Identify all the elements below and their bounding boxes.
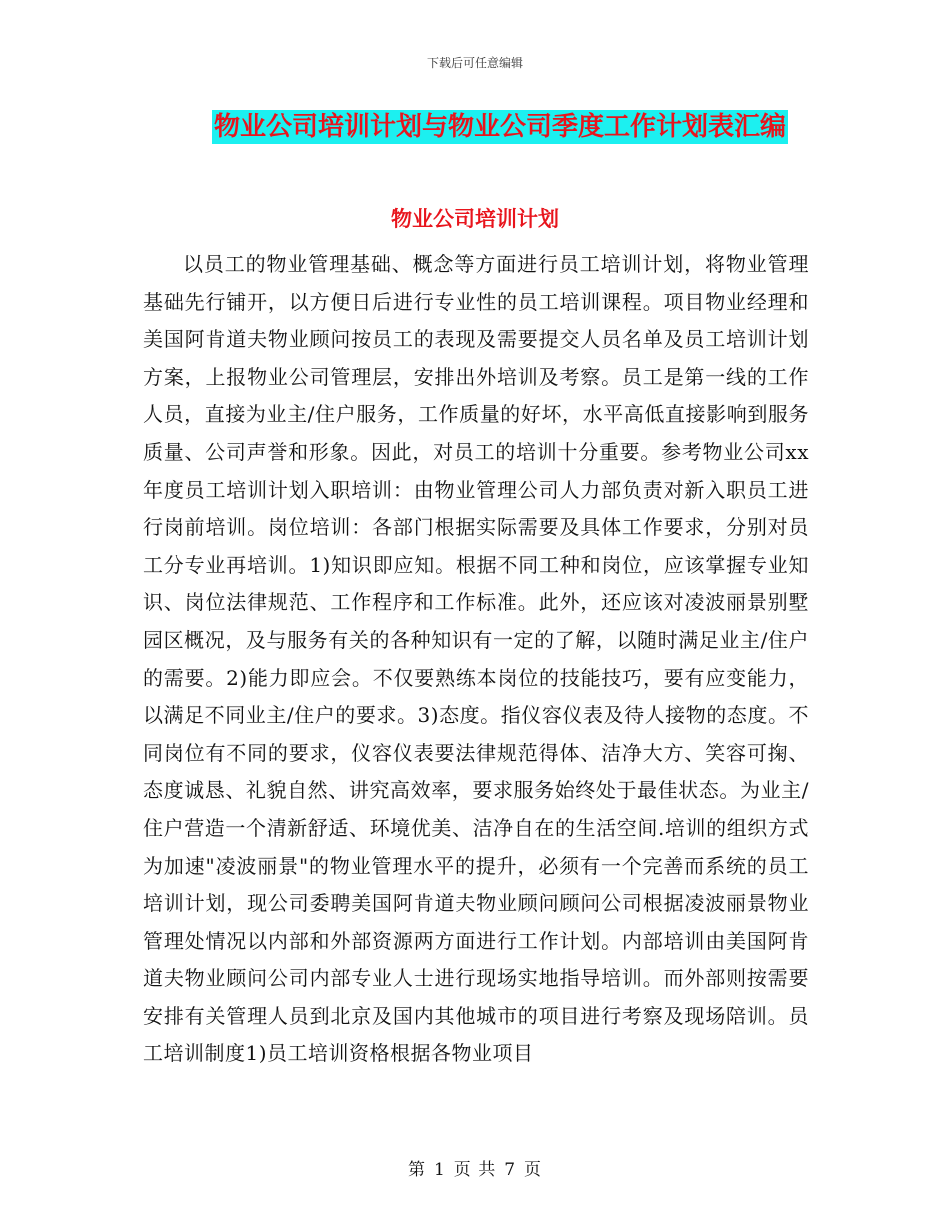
document-title-wrap [0,110,950,144]
footer-prefix: 第 [407,1160,426,1180]
footer-suffix: 页 [524,1160,543,1180]
section-title: 物业公司培训计划 [391,207,559,231]
page-header-note: 下载后可任意编辑 [426,56,523,70]
footer-current-page: 1 [433,1160,446,1180]
footer-total-pages: 7 [504,1160,517,1180]
document-title: 物业公司培训计划与物业公司季度工作计划表汇编 [213,112,786,142]
footer-middle: 页 共 [453,1160,497,1180]
page-footer [0,1155,950,1180]
body-paragraph: 以员工的物业管理基础、概念等方面进行员工培训计划，将物业管理基础先行铺开，以方便日后进行专业性的员工培训课程。项目物业经理和美国阿肯道夫物业顾问按员工的表现及需要提交人员名单及员工培训计划方案，上报物业公司管理层，安排出外培训及考察。员工是第一线的工作人员，直接为业主/住户服务，工作质量的好坏，水平高低直接影响到服务质量、公司声誉和形象。因此，对员工的培训十分重要。参考物业公司xx年度员工培训计划入职培训：由物业管理公司人力部负责对新入职员工进行岗前培训。岗位培训：各部门根据实际需要及具体工作要求，分别对员工分专业再培训。1)知识即应知。根据不同工种和岗位，应该掌握专业知识、岗位法律规范、工作程序和工作标准。此外，还应该对凌波丽景别墅园区概况，及与服务有关的各种知识有一定的了解，以随时满足业主/住户的需要。2)能力即应会。不仅要熟练本岗位的技能技巧，要有应变能力，以满足不同业主/住户的要求。3)态度。指仪容仪表及待人接物的态度。不同岗位有不同的要求，仪容仪表要法律规范得体、洁净大方、笑容可掬、态度诚恳、礼貌自然、讲究高效率，要求服务始终处于最佳状态。为业主/住户营造一个清新舒适、环境优美、洁净自在的生活空间.培训的组织方式为加速"凌波丽景"的物业管理水平的提升，必须有一个完善而系统的员工培训计划，现公司委聘美国阿肯道夫物业顾问顾问公司根据凌波丽景物业管理处情况以内部和外部资源两方面进行工作计划。内部培训由美国阿肯道夫物业顾问公司内部专业人士进行现场实地指导培训。而外部则按需要安排有关管理人员到北京及国内其他城市的项目进行考察及现场陪训。员工培训制度1)员工培训资格根据各物业项目 [143,252,809,1066]
